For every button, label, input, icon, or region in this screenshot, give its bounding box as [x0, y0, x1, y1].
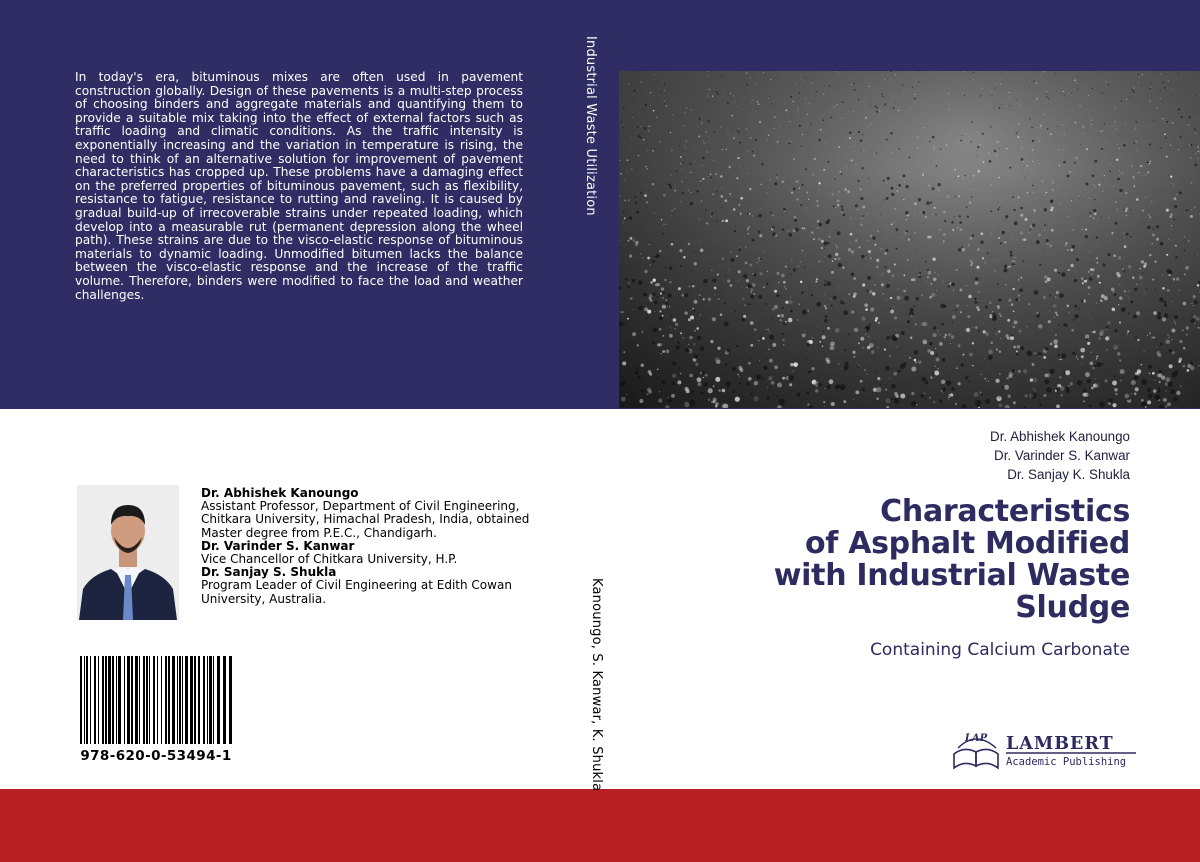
title-line: of Asphalt Modified: [804, 526, 1130, 561]
bio-name: Dr. Abhishek Kanoungo: [201, 486, 359, 500]
asphalt-texture: [619, 71, 1200, 408]
lambert-publisher-logo: [950, 724, 1140, 772]
red-cover-band: [0, 789, 1200, 862]
asphalt-photo: [619, 71, 1200, 408]
isbn-number: 978-620-0-53494-1: [80, 748, 232, 764]
book-subtitle: Containing Calcium Carbonate: [870, 640, 1130, 660]
title-line: Sludge: [1015, 590, 1130, 625]
spine-authors: Kanoungo, S. Kanwar, K. Shukla: [589, 578, 604, 792]
lap-badge-text: LAP: [964, 733, 988, 744]
bio-description: Assistant Professor, Department of Civil Engineering, Chitkara University, Himachal Pradesh, India, obtained Master degree from P.E.C., Chandigarh.: [201, 499, 530, 540]
title-line: Characteristics: [880, 494, 1130, 529]
author-portrait-image: [77, 485, 179, 620]
publisher-name: LAMBERT: [1006, 734, 1114, 754]
author-photo: [77, 485, 179, 620]
author-bios: [201, 487, 541, 606]
back-cover-blurb: In today's era, bituminous mixes are often used in pavement construction globally. Design of these pavements is a multi-step process of choosing binders and aggregate materials and quantifying them to provide a suitable mix taking into the effect of external factors such as traffic loading and climatic conditions. As the traffic intensity is exponentially increasing and the variation in temperature is rising, the need to think of an alternative solution for improvement of pavement characteristics has cropped up. These problems have a damaging effect on the preferred properties of bituminous pavement, such as flexibility, resistance to fatigue, resistance to rutting and raveling. It is caused by gradual build-up of irrecoverable strains under repeated loading, which develop into a measurable rut (permanent depression along the wheel path). These strains are due to the visco-elastic response of bituminous materials to dynamic loading. Unmodified bitumen lacks the balance between the visco-elastic response and the increase of the traffic volume. Therefore, binders were modified to face the load and weather challenges.: [75, 70, 523, 302]
book-title: [774, 496, 1130, 624]
bio-description: Vice Chancellor of Chitkara University, H.P.: [201, 552, 458, 567]
isbn-barcode: [78, 656, 236, 746]
bio-description: Program Leader of Civil Engineering at Edith Cowan University, Australia.: [201, 578, 512, 606]
spine-series-title: Industrial Waste Utilization: [583, 36, 598, 216]
front-author: Dr. Varinder S. Kanwar: [994, 448, 1130, 463]
bio-name: Dr. Varinder S. Kanwar: [201, 538, 355, 553]
front-author: Dr. Sanjay K. Shukla: [1007, 467, 1130, 482]
publisher-tagline: Academic Publishing: [1006, 756, 1127, 768]
title-line: with Industrial Waste: [773, 558, 1130, 593]
front-cover-authors: [990, 427, 1130, 484]
bio-name: Dr. Sanjay S. Shukla: [201, 565, 337, 580]
front-author: Dr. Abhishek Kanoungo: [990, 429, 1130, 444]
